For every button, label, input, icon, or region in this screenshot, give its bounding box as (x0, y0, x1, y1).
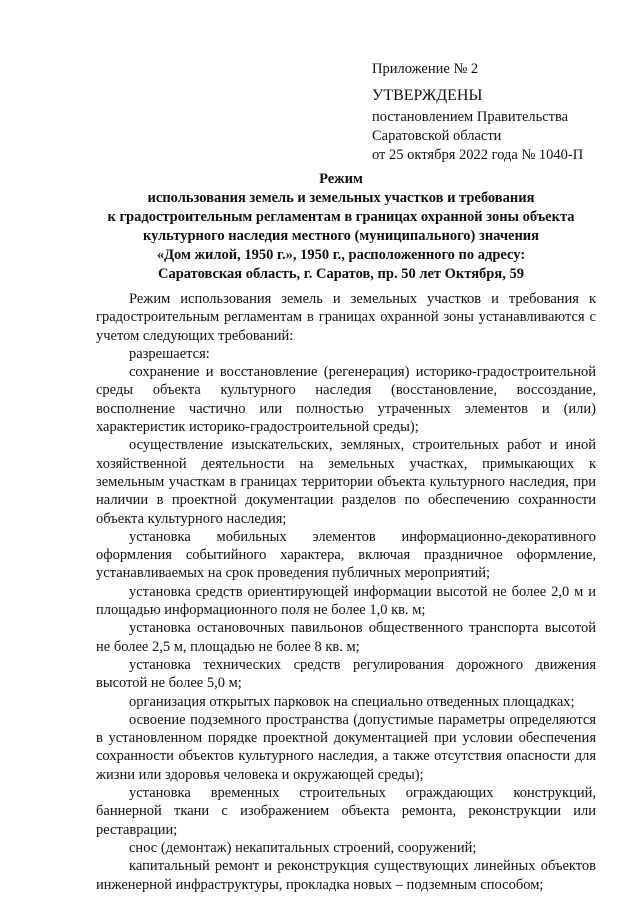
body-paragraph: сохранение и восстановление (регенерация) историко-градостроительной среды объекта культурного наследия (восстановление, воссоздание, восполнение частично или полностью утраченных элементов и (или) характеристик историко-градостроительной среды); (96, 364, 596, 436)
body-paragraph: освоение подземного пространства (допустимые параметры определяются в установленном порядке проектной документацией при условии обеспечения сохранности объектов культурного наследия, а также отсутствия опасности для жизни или здоровья человека и окружающей среды); (96, 711, 596, 783)
title-line: «Дом жилой, 1950 г.», 1950 г., расположенного по адресу: (156, 247, 526, 263)
body-paragraph: установка мобильных элементов информационно-декоративного оформления событийного характера, включая праздничное оформление, устанавливаемых на срок проведения публичных мероприятий; (96, 528, 596, 582)
approval-line: Саратовской области (372, 128, 502, 144)
title-line: культурного наследия местного (муниципального) значения (142, 228, 540, 244)
approval-line: постановлением Правительства (372, 109, 569, 125)
body-paragraph: установка средств ориентирующей информации высотой не более 2,0 м и площадью информационного поля не более 1,0 кв. м; (96, 583, 596, 619)
approval-line: от 25 октября 2022 года № 1040-П (372, 147, 584, 163)
body-paragraph: организация открытых парковок на специально отведенных площадках; (129, 693, 575, 710)
title-head: Режим (319, 171, 363, 187)
body-paragraph: капитальный ремонт и реконструкция существующих линейных объектов инженерной инфраструктуры, прокладка новых – подземным способом; (96, 858, 596, 893)
title-line: использования земель и земельных участков и требования (147, 190, 535, 206)
body-paragraph: разрешается: (129, 345, 210, 362)
annex-number: Приложение № 2 (372, 61, 479, 77)
approval-block (372, 60, 583, 165)
body-paragraph: осуществление изыскательских, земляных, строительных работ и иной хозяйственной деятельности на земельных участках, примыкающих к земельным участкам в границах территории объекта культурного наследия, при наличии в проектной документации разделов по обеспечению сохранности объекта культурного наследия; (96, 437, 596, 527)
title-line: Саратовская область, г. Саратов, пр. 50 лет Октября, 59 (158, 266, 524, 282)
body-paragraph: установка остановочных павильонов общественного транспорта высотой не более 2,5 м, площадью не более 8 кв. м; (96, 620, 596, 655)
document-body (96, 290, 596, 894)
body-paragraph: снос (демонтаж) некапитальных строений, сооружений; (129, 839, 477, 856)
body-paragraph: установка технических средств регулирования дорожного движения высотой не более 5,0 м; (96, 656, 596, 692)
document-title (96, 170, 586, 284)
title-line: к градостроительным регламентам в границах охранной зоны объекта (107, 209, 575, 225)
body-paragraph: Режим использования земель и земельных участков и требования к градостроительным регламентам в границах охранной зоны устанавливаются с учетом следующих требований: (96, 291, 596, 344)
approved-heading: УТВЕРЖДЕНЫ (372, 87, 483, 104)
body-paragraph: установка временных строительных ограждающих конструкций, баннерной ткани с изображением объекта ремонта, реконструкции или реставрации; (96, 785, 596, 838)
